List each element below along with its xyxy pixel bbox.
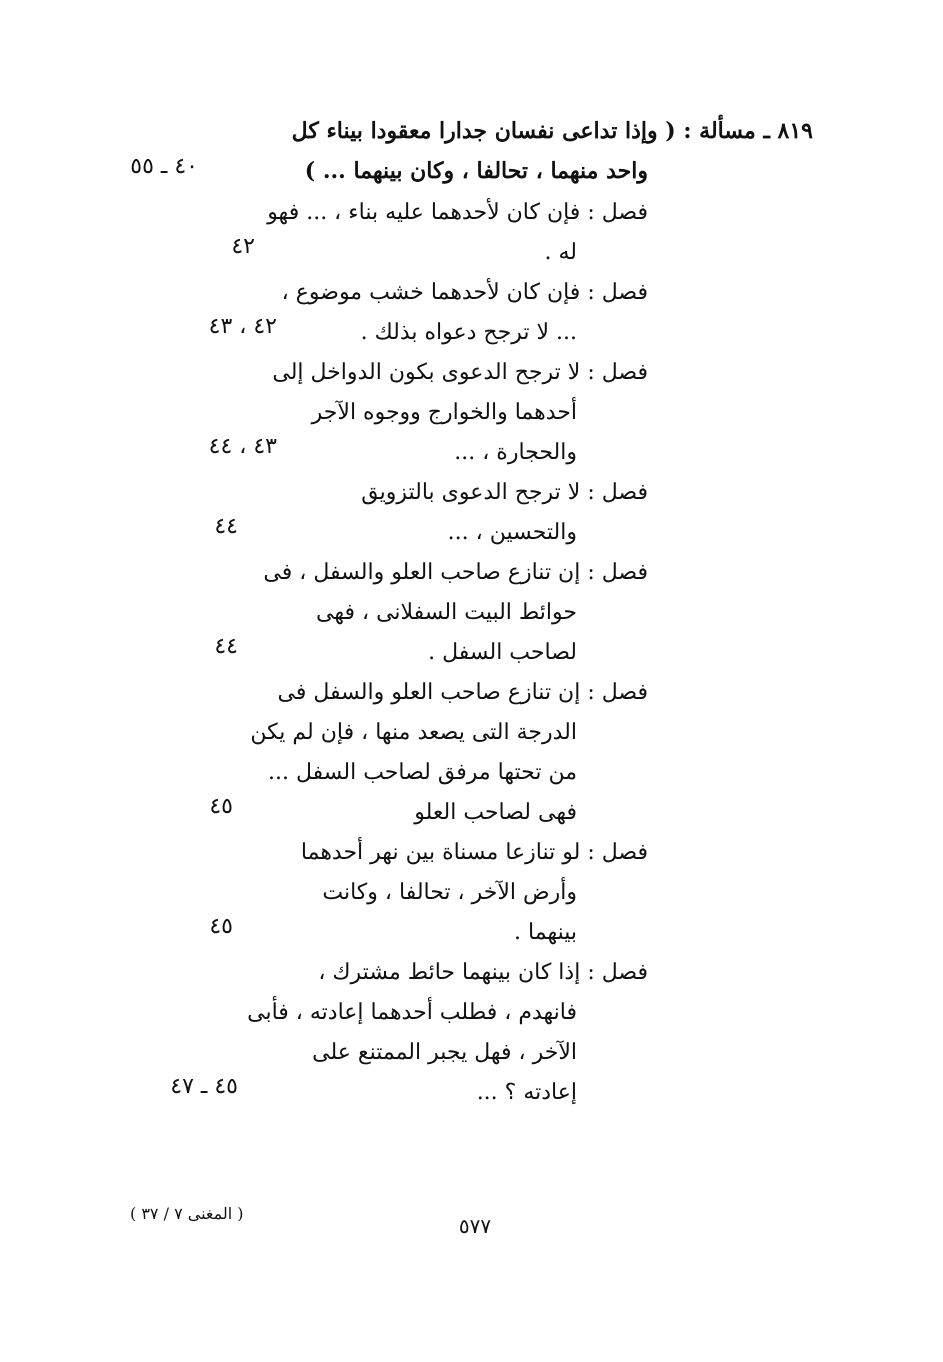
masala-label: ٨١٩ ـ مسألة : xyxy=(683,118,813,144)
section-label: فصل : xyxy=(587,560,648,585)
entry-8-line-1 xyxy=(318,958,648,988)
entry-7-pages: ٤٥ xyxy=(209,914,233,939)
entry-8-line-3: الآخر ، فهل يجبر الممتنع على xyxy=(312,1040,577,1065)
entry-6-line-1 xyxy=(278,678,649,708)
entry-5-pages: ٤٤ xyxy=(214,634,238,659)
section-label: فصل : xyxy=(587,280,648,305)
entry-7-line-1 xyxy=(301,838,648,868)
entry-8-line-2: فانهدم ، فطلب أحدهما إعادته ، فأبى xyxy=(247,1000,577,1025)
entry-4-line-1 xyxy=(361,478,648,508)
signature-mark: ( المغنى ٧ / ٣٧ ) xyxy=(130,1204,244,1223)
entry-3-line-1 xyxy=(272,358,648,388)
heading-pages: ٤٠ ـ ٥٥ xyxy=(130,154,198,179)
entry-text: إذا كان بينهما حائط مشترك ، xyxy=(318,960,581,985)
heading-line-2 xyxy=(305,156,648,186)
entry-8-line-4: إعادته ؟ ... xyxy=(476,1080,577,1105)
entry-1-line-2: له . xyxy=(544,240,577,265)
entry-text: إن تنازع صاحب العلو والسفل ، فى xyxy=(263,560,581,585)
entry-3-line-2: أحدهما والخوارج ووجوه الآجر xyxy=(311,400,577,425)
masala-text-line-1: ( وإذا تداعى نفسان جدارا معقودا بيناء كل xyxy=(291,118,676,144)
page-number: ٥٧٧ xyxy=(458,1214,492,1238)
entry-3-line-3: والحجارة ، ... xyxy=(454,440,577,465)
heading-line-1 xyxy=(292,116,813,146)
entry-text: إن تنازع صاحب العلو والسفل فى xyxy=(277,680,581,705)
masala-text-line-2: واحد منهما ، تحالفا ، وكان بينهما ... ) xyxy=(304,158,648,184)
entry-6-line-4: فهى لصاحب العلو xyxy=(414,800,577,825)
entry-6-pages: ٤٥ xyxy=(209,794,233,819)
entry-5-line-3: لصاحب السفل . xyxy=(428,640,577,665)
entry-7-line-3: بينهما . xyxy=(514,920,577,945)
entry-6-line-3: من تحتها مرفق لصاحب السفل ... xyxy=(268,760,577,785)
section-label: فصل : xyxy=(587,200,648,225)
entry-4-line-2: والتحسين ، ... xyxy=(447,520,577,545)
entry-4-pages: ٤٤ xyxy=(214,514,238,539)
entry-text: لا ترجح الدعوى بالتزويق xyxy=(361,480,581,505)
entry-3-pages: ٤٣ ، ٤٤ xyxy=(208,434,277,459)
entry-1-line-1 xyxy=(267,198,648,228)
section-label: فصل : xyxy=(587,680,648,705)
entry-5-line-2: حوائط البيت السفلانى ، فهى xyxy=(315,600,577,625)
entry-text: فإن كان لأحدهما عليه بناء ، ... فهو xyxy=(267,200,581,225)
entry-text: لا ترجح الدعوى بكون الدواخل إلى xyxy=(272,360,581,385)
section-label: فصل : xyxy=(587,840,648,865)
entry-7-line-2: وأرض الآخر ، تحالفا ، وكانت xyxy=(322,880,577,905)
entry-5-line-1 xyxy=(263,558,648,588)
section-label: فصل : xyxy=(587,360,648,385)
entry-6-line-2: الدرجة التى يصعد منها ، فإن لم يكن xyxy=(250,720,577,745)
entry-2-line-1 xyxy=(282,278,648,308)
entry-8-pages: ٤٥ ـ ٤٧ xyxy=(170,1074,238,1099)
section-label: فصل : xyxy=(587,480,648,505)
entry-2-line-2: ... لا ترجح دعواه بذلك . xyxy=(360,320,577,345)
section-label: فصل : xyxy=(587,960,648,985)
entry-1-pages: ٤٢ xyxy=(231,234,255,259)
entry-text: فإن كان لأحدهما خشب موضوع ، xyxy=(281,280,581,305)
entry-2-pages: ٤٢ ، ٤٣ xyxy=(208,314,277,339)
entry-text: لو تنازعا مسناة بين نهر أحدهما xyxy=(300,840,581,865)
